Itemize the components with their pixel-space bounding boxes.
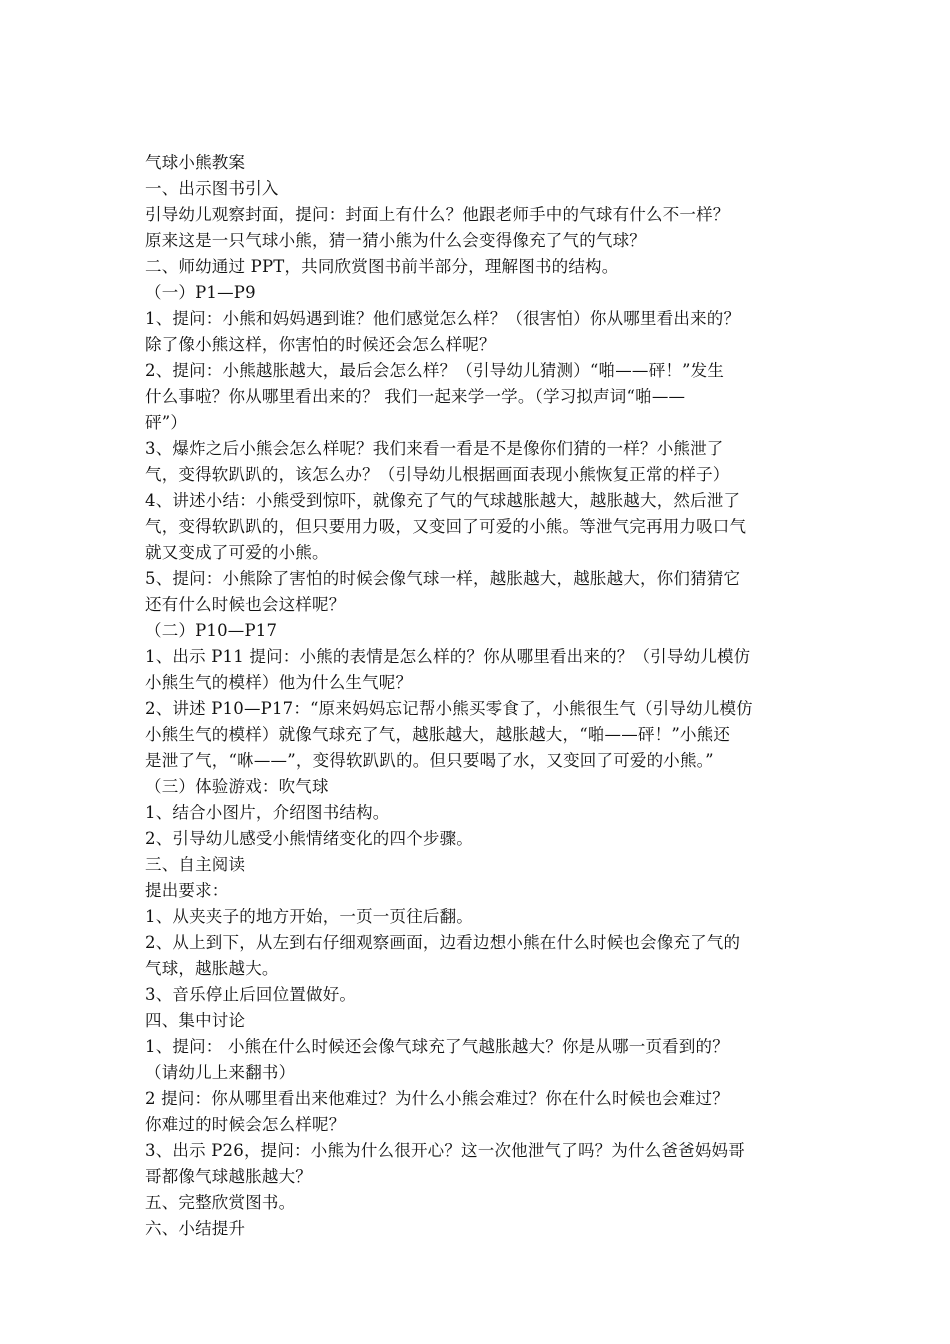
text-line: 哥都像气球越胀越大？ (145, 1167, 312, 1186)
text-line: 提出要求： (145, 881, 229, 900)
text-line: 3、音乐停止后回位置做好。 (145, 985, 357, 1004)
text-line: 2、从上到下，从左到右仔细观察画面，边看边想小熊在什么时候也会像充了气的 (145, 933, 741, 952)
text-line: 2、讲述 P10—P17：“原来妈妈忘记帮小熊买零食了，小熊很生气（引导幼儿模仿 (145, 699, 753, 718)
text-line: 2 提问：你从哪里看出来他难过？为什么小熊会难过？你在什么时候也会难过？ (145, 1089, 729, 1108)
text-line: 1、出示 P11 提问：小熊的表情是怎么样的？你从哪里看出来的？（引导幼儿模仿 (145, 647, 751, 666)
text-line: 砰”） (145, 413, 188, 432)
section-heading: 四、集中讨论 (145, 1011, 246, 1030)
text-line: 2、提问：小熊越胀越大，最后会怎么样？（引导幼儿猜测）“啪——砰！”发生 (145, 361, 725, 380)
section-heading: 二、师幼通过 PPT，共同欣赏图书前半部分，理解图书的结构。 (145, 257, 619, 276)
section-heading: 五、完整欣赏图书。 (145, 1193, 296, 1212)
text-line: 1、提问： 小熊在什么时候还会像气球充了气越胀越大？你是从哪一页看到的？ (145, 1037, 729, 1056)
text-line: 气球，越胀越大。 (145, 959, 279, 978)
text-line: 1、提问：小熊和妈妈遇到谁？他们感觉怎么样？（很害怕）你从哪里看出来的？ (145, 309, 741, 328)
text-line: 是泄了气，“咻——”，变得软趴趴的。但只要喝了水，又变回了可爱的小熊。” (145, 751, 714, 770)
text-line: 除了像小熊这样，你害怕的时候还会怎么样呢？ (145, 335, 496, 354)
section-heading: 六、小结提升 (145, 1219, 246, 1238)
text-line: 就又变成了可爱的小熊。 (145, 543, 329, 562)
text-line: 引导幼儿观察封面，提问：封面上有什么？他跟老师手中的气球有什么不一样？ (145, 205, 730, 224)
text-line: （请幼儿上来翻书） (145, 1063, 296, 1082)
subsection-heading: （二）P10—P17 (145, 621, 278, 640)
text-line: 气，变得软趴趴的，该怎么办？（引导幼儿根据画面表现小熊恢复正常的样子） (145, 465, 730, 484)
text-line: 3、出示 P26，提问：小熊为什么很开心？这一次他泄气了吗？为什么爸爸妈妈哥 (145, 1141, 745, 1160)
text-line: 1、结合小图片，介绍图书结构。 (145, 803, 390, 822)
text-line: 3、爆炸之后小熊会怎么样呢？我们来看一看是不是像你们猜的一样？小熊泄了 (145, 439, 724, 458)
text-line: 气，变得软趴趴的，但只要用力吸，又变回了可爱的小熊。等泄气完再用力吸口气 (145, 517, 747, 536)
subsection-heading: （一）P1—P9 (145, 283, 256, 302)
text-line: 4、讲述小结：小熊受到惊吓，就像充了气的气球越胀越大，越胀越大，然后泄了 (145, 491, 741, 510)
text-line: 原来这是一只气球小熊，猜一猜小熊为什么会变得像充了气的气球？ (145, 231, 646, 250)
subsection-heading: （三）体验游戏：吹气球 (145, 777, 329, 796)
text-line: 2、引导幼儿感受小熊情绪变化的四个步骤。 (145, 829, 473, 848)
text-line: 还有什么时候也会这样呢？ (145, 595, 346, 614)
text-line: 小熊生气的模样）他为什么生气呢？ (145, 673, 413, 692)
text-line: 1、从夹夹子的地方开始，一页一页往后翻。 (145, 907, 473, 926)
section-heading: 一、出示图书引入 (145, 179, 279, 198)
section-heading: 三、自主阅读 (145, 855, 246, 874)
text-line: 你难过的时候会怎么样呢？ (145, 1115, 346, 1134)
text-line: 5、提问：小熊除了害怕的时候会像气球一样，越胀越大，越胀越大，你们猜猜它 (145, 569, 741, 588)
lesson-plan-text (145, 150, 813, 1242)
text-line: 小熊生气的模样）就像气球充了气，越胀越大，越胀越大，“啪——砰！”小熊还 (145, 725, 731, 744)
document-title: 气球小熊教案 (145, 153, 246, 172)
text-line: 什么事啦？你从哪里看出来的？ 我们一起来学一学。（学习拟声词“啪—— (145, 387, 686, 406)
